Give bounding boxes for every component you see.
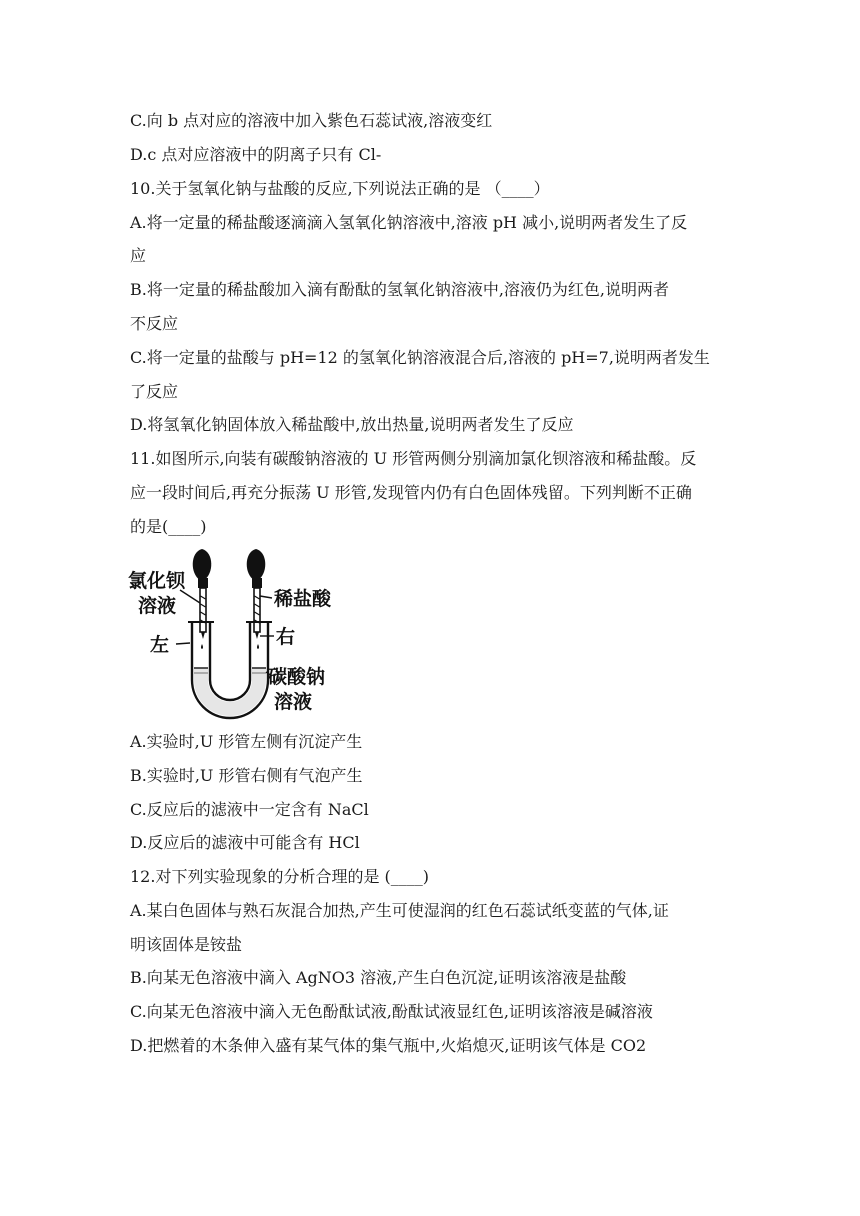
u-tube-figure xyxy=(126,540,346,722)
label-bacl2-line2: 溶液 xyxy=(138,595,177,617)
q10-option-b-line1: B.将一定量的稀盐酸加入滴有酚酞的氢氧化钠溶液中,溶液仍为红色,说明两者 xyxy=(130,280,670,299)
q12-option-a-line2: 明该固体是铵盐 xyxy=(130,935,243,954)
leader-line-left xyxy=(176,643,190,644)
q10-option-d: D.将氢氧化钠固体放入稀盐酸中,放出热量,说明两者发生了反应 xyxy=(130,415,574,434)
q10-option-c-line1: C.将一定量的盐酸与 pH=12 的氢氧化钠溶液混合后,溶液的 pH=7,说明两者发生 xyxy=(130,348,710,367)
left-dropper-icon xyxy=(193,549,212,639)
label-na2co3-line1: 碳酸钠 xyxy=(268,666,326,688)
u-tube-diagram xyxy=(126,540,346,722)
q11-stem-line3: 的是(____) xyxy=(130,517,207,536)
q11-option-a: A.实验时,U 形管左侧有沉淀产生 xyxy=(130,732,363,751)
q10-option-a-line2: 应 xyxy=(130,246,147,265)
q9-option-c: C.向 b 点对应的溶液中加入紫色石蕊试液,溶液变红 xyxy=(130,111,493,130)
u-tube-icon xyxy=(188,622,272,718)
q12-option-d: D.把燃着的木条伸入盛有某气体的集气瓶中,火焰熄灭,证明该气体是 CO2 xyxy=(130,1036,647,1055)
label-hcl: 稀盐酸 xyxy=(274,588,332,610)
q10-option-c-line2: 了反应 xyxy=(130,382,179,401)
q12-option-b: B.向某无色溶液中滴入 AgNO3 溶液,产生白色沉淀,证明该溶液是盐酸 xyxy=(130,968,627,987)
q11-option-b: B.实验时,U 形管右侧有气泡产生 xyxy=(130,766,363,785)
label-left: 左 xyxy=(150,634,170,656)
q12-stem: 12.对下列实验现象的分析合理的是 (____) xyxy=(130,867,430,886)
q11-stem-line1: 11.如图所示,向装有碳酸钠溶液的 U 形管两侧分别滴加氯化钡溶液和稀盐酸。反 xyxy=(130,449,697,468)
label-right: 右 xyxy=(276,626,296,648)
q10-option-b-line2: 不反应 xyxy=(130,314,179,333)
q10-option-a-line1: A.将一定量的稀盐酸逐滴滴入氢氧化钠溶液中,溶液 pH 减小,说明两者发生了反 xyxy=(130,213,688,232)
leader-line-hcl xyxy=(260,596,272,598)
label-na2co3-line2: 溶液 xyxy=(274,691,313,713)
q11-option-c: C.反应后的滤液中一定含有 NaCl xyxy=(130,800,369,819)
q9-option-d: D.c 点对应溶液中的阴离子只有 Cl- xyxy=(130,145,382,164)
q11-option-d: D.反应后的滤液中可能含有 HCl xyxy=(130,833,360,852)
q12-option-a-line1: A.某白色固体与熟石灰混合加热,产生可使湿润的红色石蕊试纸变蓝的气体,证 xyxy=(130,901,669,920)
label-bacl2-line1: 氯化钡 xyxy=(128,570,186,592)
q10-stem: 10.关于氢氧化钠与盐酸的反应,下列说法正确的是 （____） xyxy=(130,179,550,198)
q12-option-c: C.向某无色溶液中滴入无色酚酞试液,酚酞试液显红色,证明该溶液是碱溶液 xyxy=(130,1002,653,1021)
q11-stem-line2: 应一段时间后,再充分振荡 U 形管,发现管内仍有白色固体残留。下列判断不正确 xyxy=(130,483,692,502)
